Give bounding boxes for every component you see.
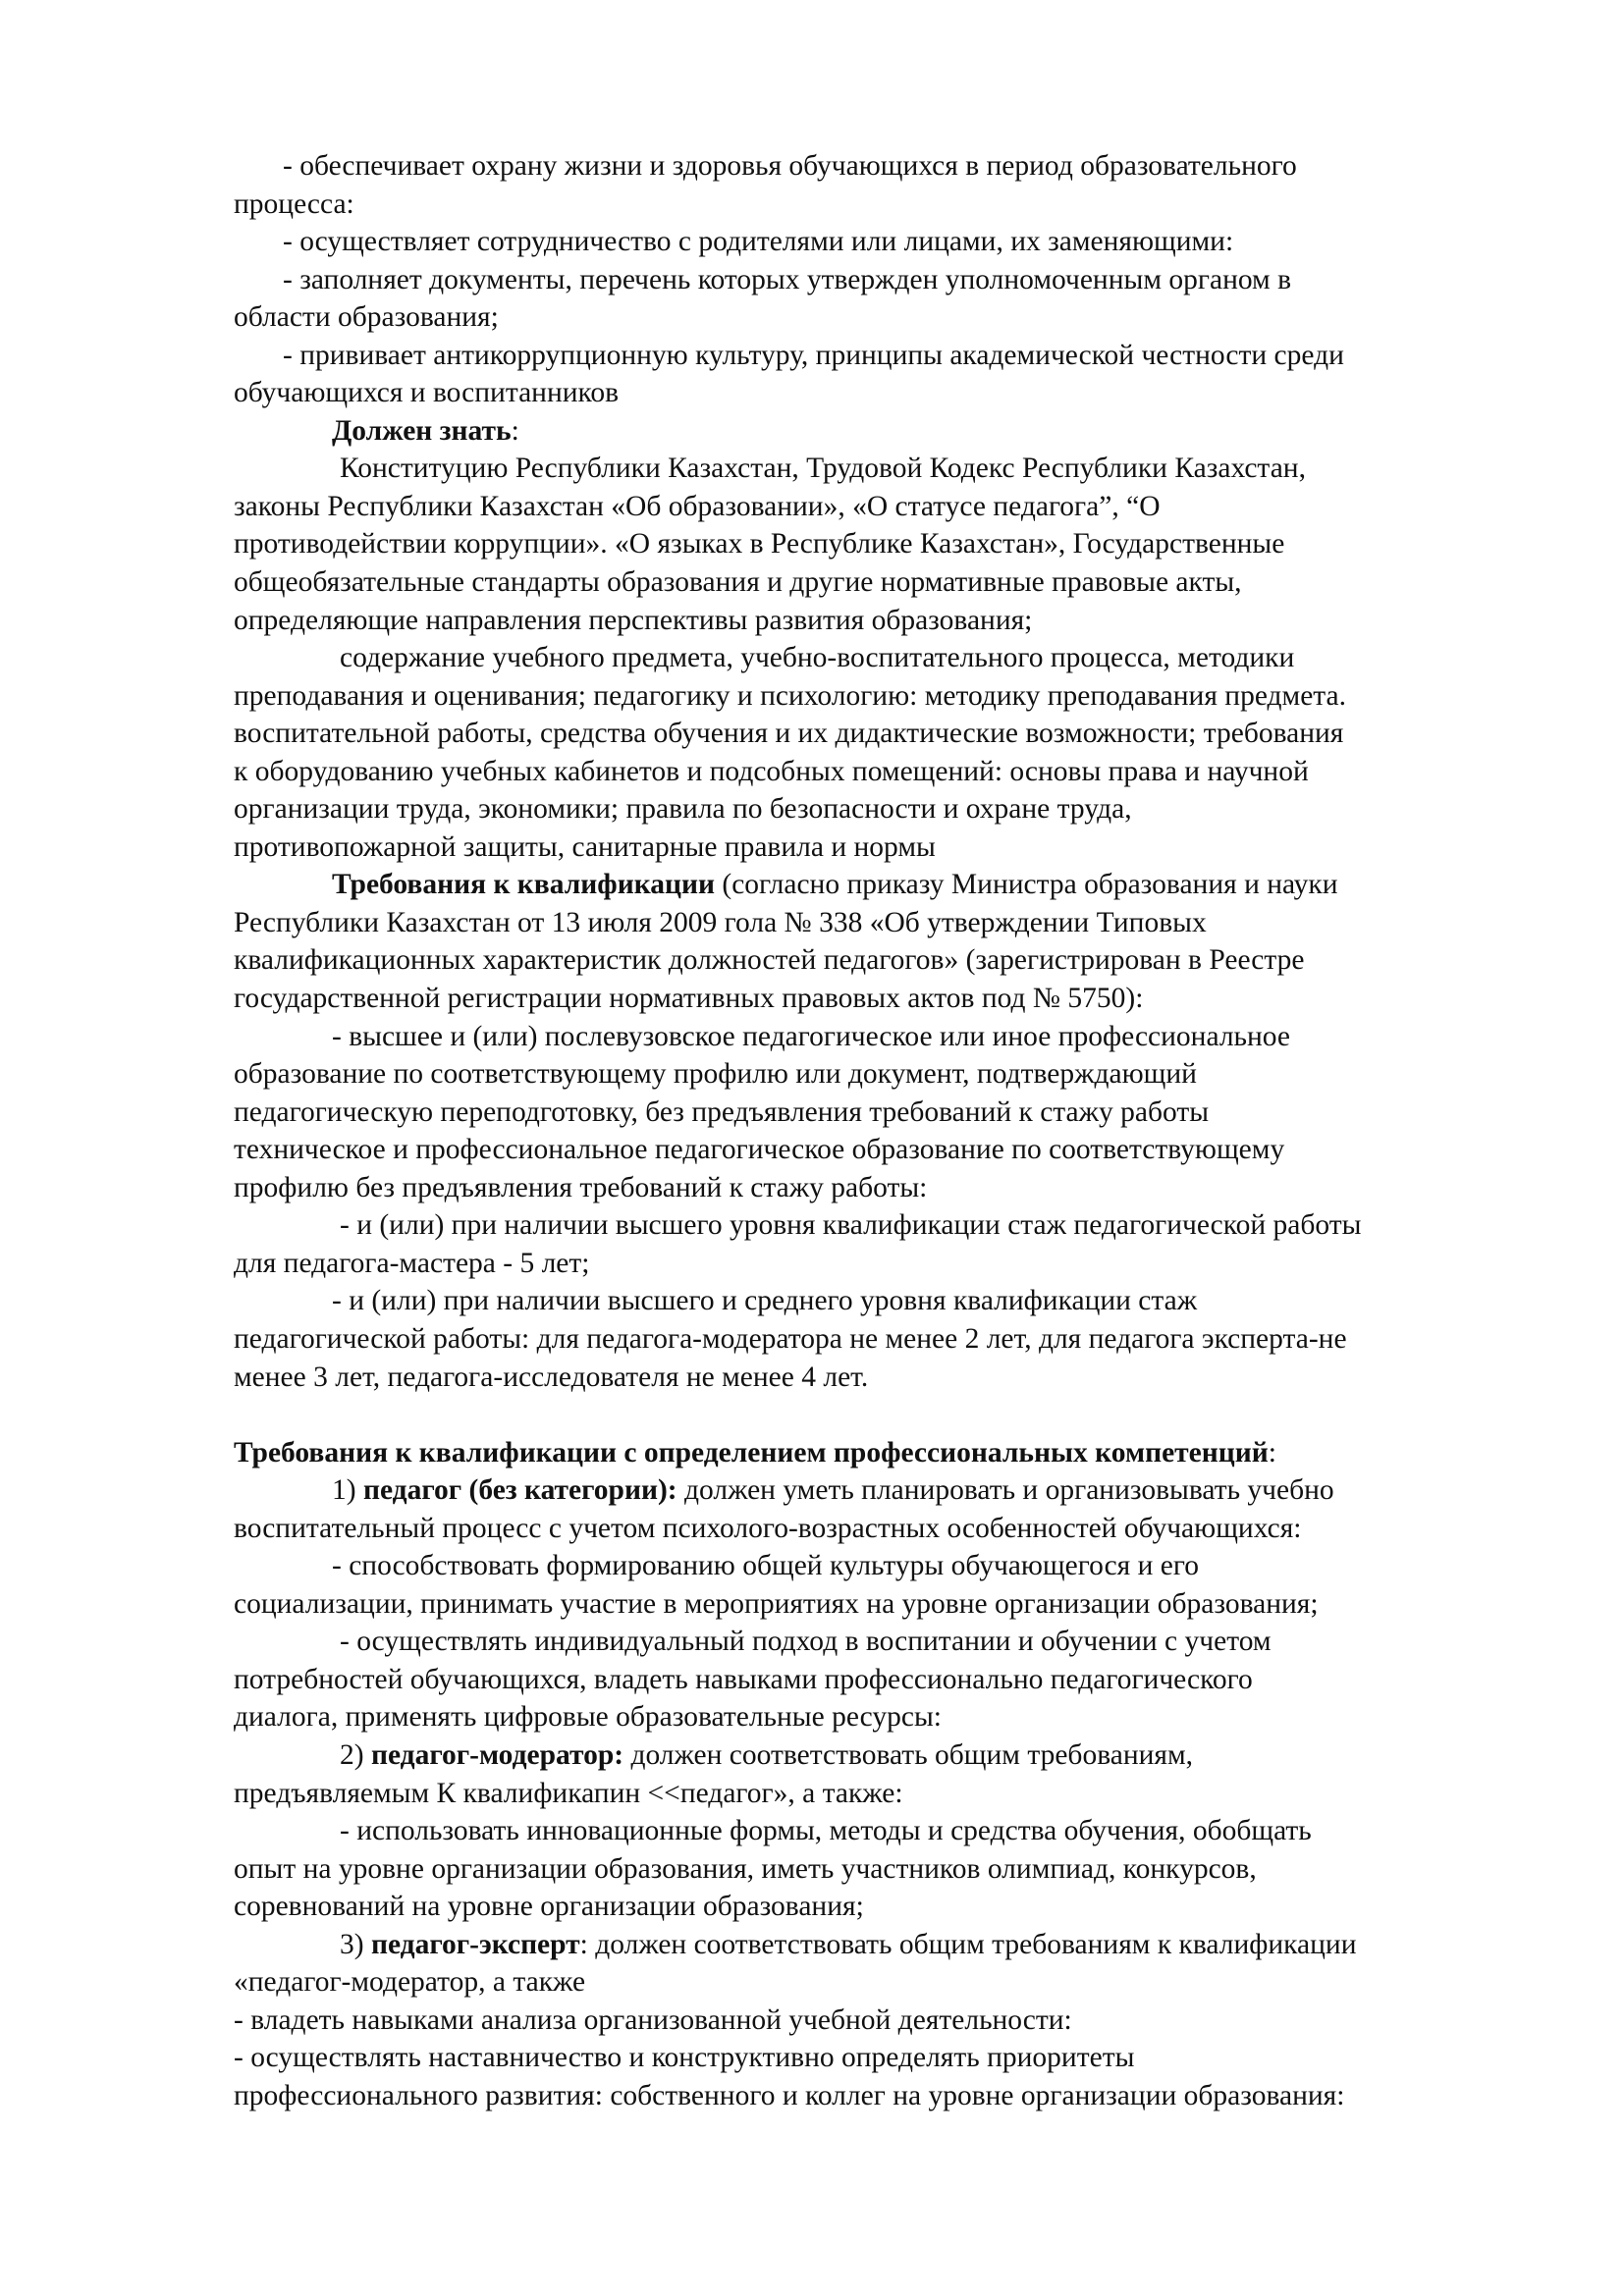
- text-line: Конституцию Республики Казахстан, Трудовой Кодекс Республики Казахстан,: [340, 453, 1306, 485]
- level-text: : должен соответствовать общим требованиям к квалификации: [579, 1928, 1357, 1960]
- heading-colon: :: [1268, 1436, 1276, 1468]
- text-line: противодействии коррупции». «О языках в Республике Казахстан», Государственные: [234, 528, 1285, 561]
- text-line: содержание учебного предмета, учебно-воспитательного процесса, методики: [340, 642, 1295, 674]
- text-line: области образования;: [234, 301, 499, 334]
- level-title: педагог-модератор:: [370, 1738, 624, 1771]
- level-number: 2): [340, 1738, 371, 1771]
- level-text: должен соответствовать общим требованиям,: [623, 1738, 1194, 1771]
- text-line: преподавания и оценивания; педагогику и психологию: методику преподавания предмета.: [234, 679, 1347, 712]
- text-line: техническое и профессиональное педагогическое образование по соответствующему: [234, 1134, 1285, 1166]
- text-line: обучающихся и воспитанников: [234, 377, 620, 409]
- text-line: воспитательной работы, средства обучения и их дидактические возможности; требования: [234, 718, 1344, 750]
- text-line: противопожарной защиты, санитарные правила и нормы: [234, 830, 936, 863]
- level-text: должен уметь планировать и организовывать учебно: [677, 1474, 1334, 1507]
- text-line: - заполняет документы, перечень которых утвержден уполномоченным органом в: [283, 263, 1292, 295]
- text-line: потребностей обучающихся, владеть навыками профессионально педагогического: [234, 1663, 1253, 1695]
- text-line: - осуществлять наставничество и конструктивно определять приоритеты: [234, 2042, 1135, 2074]
- text-line: образование по соответствующему профилю или документ, подтверждающий: [234, 1058, 1197, 1091]
- competencies-heading: Требования к квалификации с определением профессиональных компетенций: [234, 1436, 1269, 1468]
- text-line: - и (или) при наличии высшего уровня квалификации стаж педагогической работы: [340, 1209, 1362, 1242]
- text-line: - обеспечивает охрану жизни и здоровья обучающихся в период образовательного: [283, 150, 1297, 182]
- text-line: общеобязательные стандарты образования и другие нормативные правовые акты,: [234, 566, 1242, 599]
- text-line: процесса:: [234, 187, 354, 220]
- level-1-line: [234, 1471, 1549, 1510]
- competencies-heading-line: [234, 1434, 1549, 1472]
- text-line: воспитательный процесс с учетом психолого-возрастных особенностей обучающихся:: [234, 1512, 1302, 1544]
- text-line: - владеть навыками анализа организованной учебной деятельности:: [234, 2003, 1072, 2036]
- text-line: - прививает антикоррупционную культуру, принципы академической честности среди: [283, 339, 1344, 371]
- text-line: законы Республики Казахстан «Об образовании», «О статусе педагога”, “О: [234, 490, 1161, 522]
- level-number: 1): [332, 1474, 363, 1507]
- text-line: организации труда, экономики; правила по безопасности и охране труда,: [234, 793, 1132, 826]
- blank-line: [234, 1396, 1549, 1434]
- text-line: - высшее и (или) послевузовское педагогическое или иное профессиональное: [332, 1020, 1290, 1052]
- text-line: для педагога-мастера - 5 лет;: [234, 1247, 590, 1279]
- text-line: менее 3 лет, педагога-исследователя не менее 4 лет.: [234, 1361, 869, 1393]
- qualification-heading-rest: (согласно приказу Министра образования и науки: [715, 869, 1338, 901]
- text-line: педагогическую переподготовку, без предъявления требований к стажу работы: [234, 1095, 1210, 1128]
- qualification-heading-line: [234, 866, 1549, 904]
- text-line: - способствовать формированию общей культуры обучающегося и его: [332, 1550, 1199, 1582]
- text-line: - осуществлять индивидуальный подход в воспитании и обучении с учетом: [340, 1626, 1272, 1658]
- text-line: определяющие направления перспективы развития образования;: [234, 604, 1033, 636]
- level-2-line: [234, 1736, 1549, 1775]
- text-line: Республики Казахстан от 13 июля 2009 гола № 338 «Об утверждении Типовых: [234, 906, 1207, 938]
- text-line: - и (или) при наличии высшего и среднего уровня квалификации стаж: [332, 1285, 1198, 1317]
- level-number: 3): [340, 1928, 371, 1960]
- text-line: диалога, применять цифровые образовательные ресурсы:: [234, 1701, 942, 1734]
- text-line: педагогической работы: для педагога-модератора не менее 2 лет, для педагога эксперта-не: [234, 1322, 1347, 1355]
- level-title: педагог-эксперт: [370, 1928, 580, 1960]
- text-line: квалификационных характеристик должностей педагогов» (зарегистрирован в Реестре: [234, 944, 1305, 977]
- text-line: «педагог-модератор, а также: [234, 1966, 586, 1999]
- text-line: профессионального развития: собственного и коллег на уровне организации образования:: [234, 2079, 1345, 2111]
- heading-colon: :: [511, 414, 519, 447]
- qualification-heading: Требования к квалификации: [332, 869, 715, 901]
- text-line: к оборудованию учебных кабинетов и подсобных помещений: основы права и научной: [234, 755, 1309, 787]
- level-title: педагог (без категории):: [362, 1474, 677, 1507]
- text-line: соревнований на уровне организации образования;: [234, 1891, 864, 1923]
- must-know-heading: Должен знать: [332, 414, 512, 447]
- text-line: социализации, принимать участие в мероприятиях на уровне организации образования;: [234, 1587, 1319, 1620]
- text-line: профилю без предъявления требований к стажу работы:: [234, 1171, 928, 1203]
- must-know-heading-line: [234, 412, 1549, 451]
- text-line: - использовать инновационные формы, методы и средства обучения, обобщать: [340, 1815, 1312, 1847]
- text-line: государственной регистрации нормативных правовых актов под № 5750):: [234, 983, 1144, 1015]
- text-line: предъявляемым К квалификапин <<педагог», а также:: [234, 1777, 903, 1809]
- document-page: [234, 147, 1549, 2114]
- text-line: - осуществляет сотрудничество с родителями или лицами, их заменяющими:: [283, 226, 1234, 258]
- level-3-line: [234, 1926, 1549, 1964]
- text-line: опыт на уровне организации образования, иметь участников олимпиад, конкурсов,: [234, 1852, 1257, 1885]
